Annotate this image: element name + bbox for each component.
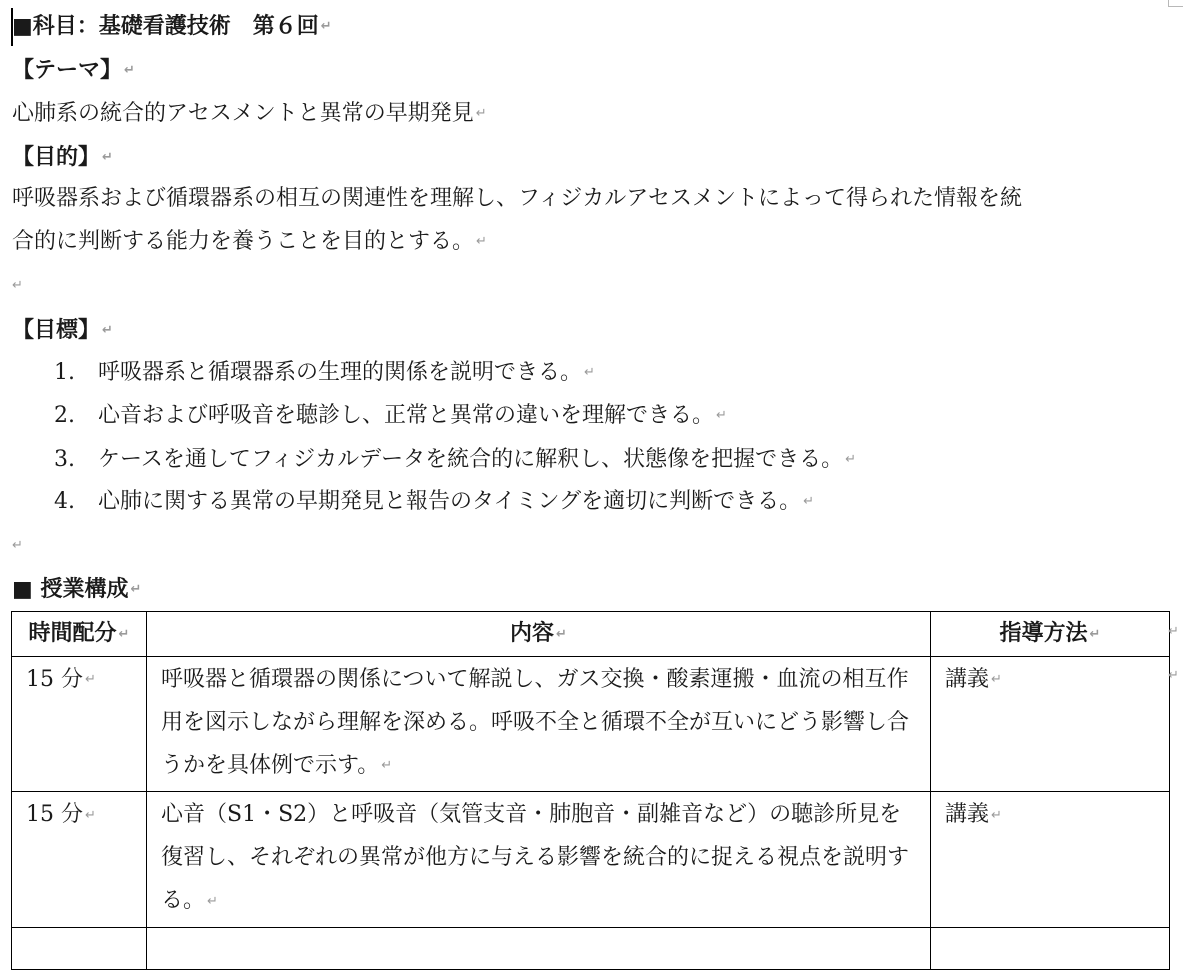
column-header-label: 指導方法 [999, 620, 1088, 646]
course-structure-table [11, 611, 1170, 970]
row-end-mark-icon: ↵ [1168, 668, 1179, 683]
column-header-content[interactable] [147, 612, 931, 657]
cell-content-text: 心音（S1・S2）と呼吸音（気管支音・肺胞音・副雑音など）の聴診所見を復習し、それぞれの異常が他方に与える影響を統合的に捉える視点を説明する。 [161, 802, 910, 913]
purpose-text-line-2[interactable] [12, 227, 487, 257]
cell-mark-icon: ↵ [1089, 626, 1101, 642]
goal-number: 4. [54, 489, 75, 514]
paragraph-mark-icon: ↵ [584, 365, 595, 380]
goal-item[interactable] [54, 487, 814, 517]
goal-text: 呼吸器系と循環器系の生理的関係を説明できる。 [98, 360, 583, 385]
cell-method-text: 講義 [945, 802, 990, 827]
cell-mark-icon: ↵ [381, 758, 393, 773]
goals-heading-line[interactable] [12, 315, 113, 346]
purpose-text-1: 呼吸器系および循環器系の相互の関連性を理解し、フィジカルアセスメントによって得られた情報を統 [12, 186, 1023, 211]
empty-paragraph[interactable] [12, 271, 23, 301]
theme-heading: 【テーマ】 [12, 57, 123, 83]
paragraph-mark-icon: ↵ [102, 323, 113, 338]
goal-item[interactable] [54, 445, 856, 475]
cell-time-text: 15 分 [26, 802, 83, 827]
paragraph-mark-icon: ↵ [130, 582, 142, 597]
purpose-text-2: 合的に判断する能力を養うことを目的とする。 [12, 229, 475, 254]
paragraph-mark-icon: ↵ [320, 19, 332, 34]
cell-content[interactable] [147, 792, 931, 928]
cell-mark-icon: ↵ [85, 807, 96, 823]
goal-number: 3. [54, 447, 75, 472]
paragraph-mark-icon: ↵ [845, 452, 857, 467]
cell-mark-icon: ↵ [85, 672, 96, 687]
goal-text: ケースを通してフィジカルデータを統合的に解釈し、状態像を把握できる。 [98, 447, 844, 472]
empty-paragraph[interactable] [12, 531, 23, 561]
paragraph-mark-icon: ↵ [716, 408, 727, 423]
theme-text: 心肺系の統合的アセスメントと異常の早期発見 [12, 101, 474, 126]
goal-item[interactable] [54, 358, 595, 388]
cell-method[interactable] [931, 656, 1170, 792]
cell-mark-icon: ↵ [118, 626, 130, 642]
cell-method-text: 講義 [945, 666, 990, 692]
goal-text: 心肺に関する異常の早期発見と報告のタイミングを適切に判断できる。 [98, 489, 802, 514]
cell-time[interactable] [12, 927, 147, 969]
course-title: ■科目：基礎看護技術 第６回 [12, 13, 319, 39]
row-end-mark-icon: ↵ [1168, 624, 1179, 639]
cell-mark-icon: ↵ [207, 893, 218, 909]
cell-time[interactable] [12, 792, 147, 928]
column-header-label: 時間配分 [28, 620, 117, 646]
purpose-heading-line[interactable] [12, 142, 113, 173]
table-row [12, 792, 1170, 928]
paragraph-mark-icon: ↵ [12, 278, 23, 293]
paragraph-mark-icon: ↵ [803, 494, 815, 509]
purpose-text-line-1[interactable] [12, 184, 1022, 214]
cell-method[interactable] [931, 927, 1170, 969]
column-header-time[interactable] [12, 612, 147, 657]
cell-time[interactable] [12, 656, 147, 792]
structure-heading-line[interactable] [12, 574, 141, 605]
goal-number: 1. [54, 360, 75, 385]
page-corner-mark [1168, 0, 1183, 7]
structure-heading: ■ 授業構成 [12, 576, 129, 602]
course-title-line[interactable] [12, 11, 332, 42]
cell-mark-icon: ↵ [991, 672, 1002, 687]
theme-heading-line[interactable] [12, 55, 135, 86]
table-header-row [12, 612, 1170, 657]
goal-number: 2. [54, 403, 75, 428]
table-row [12, 927, 1170, 969]
column-header-method[interactable] [931, 612, 1170, 657]
cell-content[interactable] [147, 656, 931, 792]
goals-heading: 【目標】 [12, 317, 101, 343]
goal-text: 心音および呼吸音を聴診し、正常と異常の違いを理解できる。 [98, 403, 715, 428]
paragraph-mark-icon: ↵ [12, 538, 23, 553]
column-header-label: 内容 [510, 620, 555, 646]
goal-item[interactable] [54, 401, 727, 431]
cell-mark-icon: ↵ [991, 807, 1002, 823]
cell-content[interactable] [147, 927, 931, 969]
cell-method[interactable] [931, 792, 1170, 928]
theme-text-line[interactable] [12, 99, 487, 129]
cell-content-text: 呼吸器と循環器の関係について解説し、ガス交換・酸素運搬・血流の相互作用を図示しながら理解を深める。呼吸不全と循環不全が互いにどう影響し合うかを具体例で示す。 [161, 666, 910, 778]
table-row [12, 656, 1170, 792]
cell-mark-icon: ↵ [556, 626, 567, 642]
purpose-heading: 【目的】 [12, 144, 101, 170]
paragraph-mark-icon: ↵ [476, 234, 487, 249]
paragraph-mark-icon: ↵ [124, 63, 135, 78]
paragraph-mark-icon: ↵ [475, 106, 487, 121]
cell-time-text: 15 分 [26, 666, 83, 692]
paragraph-mark-icon: ↵ [102, 150, 113, 165]
